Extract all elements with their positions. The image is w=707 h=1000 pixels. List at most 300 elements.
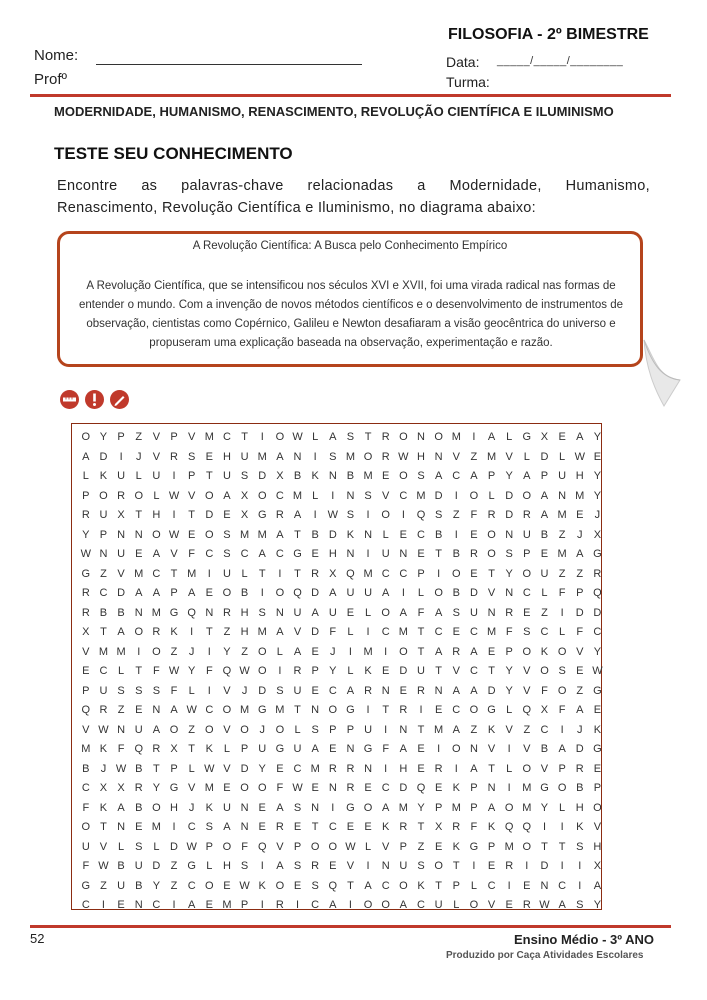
grid-cell[interactable]: W bbox=[239, 879, 250, 892]
grid-cell[interactable]: I bbox=[101, 899, 105, 911]
grid-cell[interactable]: P bbox=[117, 431, 125, 443]
grid-cell[interactable]: B bbox=[135, 801, 143, 814]
grid-cell[interactable]: O bbox=[469, 489, 479, 502]
grid-cell[interactable]: F bbox=[82, 801, 90, 814]
grid-cell[interactable]: A bbox=[576, 548, 584, 560]
grid-cell[interactable]: Z bbox=[558, 567, 566, 580]
grid-cell[interactable]: V bbox=[293, 626, 302, 638]
grid-cell[interactable]: Y bbox=[417, 801, 425, 814]
grid-cell[interactable]: L bbox=[276, 645, 283, 658]
grid-cell[interactable]: S bbox=[223, 548, 231, 560]
grid-cell[interactable]: A bbox=[470, 470, 478, 482]
grid-cell[interactable]: L bbox=[118, 665, 125, 677]
grid-cell[interactable]: C bbox=[275, 489, 284, 502]
grid-cell[interactable]: W bbox=[98, 860, 109, 872]
grid-cell[interactable]: Y bbox=[152, 879, 161, 892]
grid-cell[interactable]: V bbox=[382, 489, 390, 502]
grid-cell[interactable]: D bbox=[328, 528, 337, 541]
grid-cell[interactable]: K bbox=[99, 743, 108, 755]
grid-cell[interactable]: E bbox=[505, 899, 513, 911]
grid-cell[interactable]: Z bbox=[417, 840, 425, 853]
grid-cell[interactable]: G bbox=[487, 704, 496, 716]
grid-cell[interactable]: N bbox=[99, 548, 108, 560]
grid-cell[interactable]: O bbox=[557, 782, 567, 794]
grid-cell[interactable]: R bbox=[293, 665, 302, 677]
grid-cell[interactable]: L bbox=[153, 489, 160, 502]
grid-cell[interactable]: F bbox=[470, 821, 478, 833]
grid-cell[interactable]: G bbox=[346, 704, 355, 716]
grid-cell[interactable]: I bbox=[313, 509, 317, 521]
grid-cell[interactable]: E bbox=[311, 548, 319, 560]
grid-cell[interactable]: C bbox=[452, 470, 461, 482]
grid-cell[interactable]: K bbox=[417, 879, 425, 892]
grid-cell[interactable]: N bbox=[275, 606, 284, 619]
grid-cell[interactable]: O bbox=[469, 704, 479, 716]
grid-cell[interactable]: T bbox=[100, 626, 107, 638]
grid-cell[interactable]: L bbox=[417, 587, 425, 599]
grid-cell[interactable]: S bbox=[417, 860, 425, 872]
grid-cell[interactable]: E bbox=[258, 821, 266, 833]
grid-cell[interactable]: L bbox=[82, 470, 89, 482]
grid-cell[interactable]: K bbox=[311, 470, 319, 482]
grid-cell[interactable]: Z bbox=[558, 528, 566, 541]
grid-cell[interactable]: O bbox=[81, 431, 91, 443]
grid-cell[interactable]: M bbox=[522, 801, 532, 814]
grid-cell[interactable]: S bbox=[293, 860, 302, 872]
grid-cell[interactable]: O bbox=[522, 840, 532, 853]
grid-cell[interactable]: K bbox=[452, 840, 460, 853]
grid-cell[interactable]: C bbox=[399, 489, 408, 502]
grid-cell[interactable]: X bbox=[540, 431, 549, 443]
grid-cell[interactable]: S bbox=[452, 606, 460, 619]
grid-cell[interactable]: N bbox=[117, 821, 126, 833]
grid-cell[interactable]: C bbox=[152, 899, 161, 911]
grid-cell[interactable]: E bbox=[135, 548, 143, 560]
grid-cell[interactable]: C bbox=[328, 821, 337, 833]
grid-cell[interactable]: Y bbox=[540, 801, 549, 814]
grid-cell[interactable]: A bbox=[540, 489, 549, 502]
grid-cell[interactable]: A bbox=[152, 548, 161, 560]
grid-cell[interactable]: I bbox=[560, 723, 564, 736]
grid-cell[interactable]: S bbox=[346, 431, 355, 443]
grid-cell[interactable]: T bbox=[347, 879, 354, 892]
grid-cell[interactable]: H bbox=[240, 626, 249, 638]
grid-cell[interactable]: V bbox=[223, 723, 231, 736]
grid-cell[interactable]: I bbox=[525, 860, 529, 872]
grid-cell[interactable]: A bbox=[117, 801, 125, 814]
grid-cell[interactable]: V bbox=[117, 567, 125, 580]
grid-cell[interactable]: O bbox=[257, 665, 267, 677]
grid-cell[interactable]: N bbox=[240, 801, 249, 814]
grid-cell[interactable]: I bbox=[366, 860, 370, 872]
grid-cell[interactable]: O bbox=[152, 801, 161, 814]
grid-cell[interactable]: B bbox=[240, 587, 249, 599]
grid-cell[interactable]: L bbox=[506, 762, 513, 775]
grid-cell[interactable]: R bbox=[81, 587, 90, 599]
grid-cell[interactable]: V bbox=[505, 723, 513, 736]
grid-cell[interactable]: D bbox=[117, 587, 126, 599]
grid-cell[interactable]: T bbox=[364, 431, 372, 443]
grid-cell[interactable]: V bbox=[82, 645, 90, 658]
grid-cell[interactable]: P bbox=[240, 899, 249, 911]
grid-cell[interactable]: M bbox=[363, 567, 373, 580]
grid-cell[interactable]: A bbox=[523, 470, 531, 482]
grid-cell[interactable]: I bbox=[401, 509, 405, 521]
grid-cell[interactable]: O bbox=[557, 645, 567, 658]
grid-cell[interactable]: E bbox=[470, 528, 478, 541]
grid-cell[interactable]: E bbox=[452, 626, 460, 638]
grid-cell[interactable]: T bbox=[100, 821, 107, 833]
grid-cell[interactable]: I bbox=[190, 626, 194, 638]
grid-cell[interactable]: K bbox=[205, 743, 213, 755]
grid-cell[interactable]: P bbox=[82, 489, 90, 502]
grid-cell[interactable]: A bbox=[487, 431, 496, 443]
grid-cell[interactable]: Q bbox=[187, 606, 196, 619]
grid-cell[interactable]: W bbox=[398, 450, 409, 463]
grid-cell[interactable]: O bbox=[522, 489, 532, 502]
grid-cell[interactable]: O bbox=[222, 587, 232, 599]
grid-cell[interactable]: S bbox=[205, 821, 213, 833]
grid-cell[interactable]: I bbox=[507, 879, 511, 892]
grid-cell[interactable]: U bbox=[522, 528, 531, 541]
grid-cell[interactable]: S bbox=[364, 489, 372, 502]
grid-cell[interactable]: T bbox=[294, 528, 301, 541]
grid-cell[interactable]: R bbox=[434, 762, 443, 775]
grid-cell[interactable]: Z bbox=[223, 626, 231, 638]
grid-cell[interactable]: W bbox=[539, 899, 550, 911]
grid-cell[interactable]: W bbox=[345, 840, 356, 853]
grid-cell[interactable]: X bbox=[434, 821, 443, 833]
grid-cell[interactable]: S bbox=[505, 548, 513, 560]
grid-cell[interactable]: A bbox=[470, 684, 478, 697]
grid-cell[interactable]: O bbox=[363, 801, 373, 814]
grid-cell[interactable]: O bbox=[169, 723, 179, 736]
grid-cell[interactable]: M bbox=[575, 489, 585, 502]
grid-cell[interactable]: U bbox=[258, 743, 267, 755]
grid-cell[interactable]: A bbox=[399, 899, 408, 911]
grid-cell[interactable]: O bbox=[134, 489, 144, 502]
grid-cell[interactable]: T bbox=[258, 567, 266, 580]
grid-cell[interactable]: Z bbox=[576, 567, 584, 580]
grid-cell[interactable]: N bbox=[434, 684, 443, 697]
grid-cell[interactable]: H bbox=[222, 860, 231, 872]
word-search-grid[interactable] bbox=[71, 423, 602, 910]
grid-cell[interactable]: M bbox=[434, 723, 444, 736]
grid-cell[interactable]: U bbox=[222, 470, 231, 482]
grid-cell[interactable]: H bbox=[240, 606, 249, 619]
grid-cell[interactable]: E bbox=[293, 821, 302, 833]
grid-cell[interactable]: N bbox=[505, 528, 514, 541]
grid-cell[interactable]: T bbox=[294, 567, 301, 580]
grid-cell[interactable]: O bbox=[557, 684, 567, 697]
grid-cell[interactable]: V bbox=[346, 860, 355, 872]
grid-cell[interactable]: G bbox=[363, 743, 373, 755]
grid-cell[interactable]: D bbox=[505, 509, 514, 521]
grid-cell[interactable]: B bbox=[311, 528, 319, 541]
grid-cell[interactable]: R bbox=[81, 606, 90, 619]
grid-cell[interactable]: K bbox=[170, 626, 178, 638]
grid-cell[interactable]: L bbox=[223, 743, 230, 755]
grid-cell[interactable]: P bbox=[487, 470, 496, 482]
grid-cell[interactable]: O bbox=[434, 587, 443, 599]
grid-cell[interactable]: O bbox=[222, 704, 232, 716]
grid-cell[interactable]: D bbox=[258, 684, 267, 697]
grid-cell[interactable]: I bbox=[472, 431, 476, 443]
grid-cell[interactable]: S bbox=[311, 723, 319, 736]
grid-cell[interactable]: H bbox=[593, 840, 602, 853]
grid-cell[interactable]: O bbox=[205, 879, 214, 892]
grid-cell[interactable]: G bbox=[540, 782, 549, 794]
grid-cell[interactable]: N bbox=[293, 450, 302, 463]
grid-cell[interactable]: O bbox=[381, 899, 390, 911]
grid-cell[interactable]: V bbox=[452, 665, 460, 677]
grid-cell[interactable]: I bbox=[313, 450, 317, 463]
grid-cell[interactable]: L bbox=[559, 450, 566, 463]
grid-cell[interactable]: Y bbox=[593, 431, 602, 443]
grid-cell[interactable]: O bbox=[522, 567, 532, 580]
grid-cell[interactable]: G bbox=[593, 548, 602, 560]
grid-cell[interactable]: Y bbox=[223, 645, 231, 658]
grid-cell[interactable]: P bbox=[293, 840, 302, 853]
grid-cell[interactable]: I bbox=[437, 743, 441, 755]
grid-cell[interactable]: L bbox=[365, 606, 372, 619]
grid-cell[interactable]: S bbox=[434, 509, 443, 521]
grid-cell[interactable]: K bbox=[99, 801, 108, 814]
grid-cell[interactable]: O bbox=[451, 743, 461, 755]
grid-cell[interactable]: N bbox=[381, 684, 390, 697]
grid-cell[interactable]: K bbox=[593, 723, 602, 736]
grid-cell[interactable]: I bbox=[172, 899, 176, 911]
grid-cell[interactable]: N bbox=[134, 606, 143, 619]
grid-cell[interactable]: Y bbox=[593, 470, 602, 482]
grid-cell[interactable]: E bbox=[576, 665, 584, 677]
grid-cell[interactable]: U bbox=[134, 860, 143, 872]
grid-cell[interactable]: B bbox=[540, 743, 549, 755]
grid-cell[interactable]: Y bbox=[593, 899, 602, 911]
grid-cell[interactable]: F bbox=[541, 684, 548, 697]
grid-cell[interactable]: P bbox=[170, 431, 178, 443]
grid-cell[interactable]: R bbox=[469, 548, 478, 560]
grid-cell[interactable]: B bbox=[99, 606, 108, 619]
grid-cell[interactable]: E bbox=[293, 879, 302, 892]
grid-cell[interactable]: R bbox=[522, 899, 531, 911]
grid-cell[interactable]: E bbox=[417, 743, 425, 755]
grid-cell[interactable]: E bbox=[187, 528, 196, 541]
grid-cell[interactable]: C bbox=[540, 626, 549, 638]
grid-cell[interactable]: O bbox=[399, 431, 408, 443]
grid-cell[interactable]: M bbox=[240, 528, 250, 541]
grid-cell[interactable]: N bbox=[540, 879, 549, 892]
grid-cell[interactable]: G bbox=[469, 840, 479, 853]
grid-cell[interactable]: U bbox=[328, 606, 337, 619]
grid-cell[interactable]: U bbox=[240, 450, 249, 463]
grid-cell[interactable]: A bbox=[152, 587, 161, 599]
grid-cell[interactable]: R bbox=[152, 626, 161, 638]
grid-cell[interactable]: R bbox=[117, 489, 126, 502]
grid-cell[interactable]: Z bbox=[170, 879, 178, 892]
grid-cell[interactable]: T bbox=[417, 821, 425, 833]
grid-cell[interactable]: I bbox=[348, 645, 352, 658]
grid-cell[interactable]: J bbox=[100, 762, 107, 775]
grid-cell[interactable]: R bbox=[170, 450, 178, 463]
grid-cell[interactable]: C bbox=[381, 626, 390, 638]
grid-cell[interactable]: M bbox=[204, 782, 214, 794]
grid-cell[interactable]: P bbox=[487, 840, 496, 853]
grid-cell[interactable]: J bbox=[188, 801, 195, 814]
grid-cell[interactable]: R bbox=[505, 860, 514, 872]
grid-cell[interactable]: U bbox=[364, 587, 373, 599]
grid-cell[interactable]: Y bbox=[258, 762, 266, 775]
grid-cell[interactable]: C bbox=[222, 431, 231, 443]
grid-cell[interactable]: T bbox=[135, 665, 143, 677]
grid-cell[interactable]: P bbox=[417, 567, 425, 580]
grid-cell[interactable]: X bbox=[117, 509, 125, 521]
grid-cell[interactable]: A bbox=[223, 821, 231, 833]
grid-cell[interactable]: C bbox=[381, 782, 390, 794]
grid-cell[interactable]: O bbox=[381, 606, 390, 619]
grid-cell[interactable]: G bbox=[187, 860, 196, 872]
grid-cell[interactable]: E bbox=[364, 821, 372, 833]
grid-cell[interactable]: M bbox=[486, 626, 497, 638]
grid-cell[interactable]: I bbox=[560, 860, 564, 872]
grid-cell[interactable]: O bbox=[257, 489, 267, 502]
grid-cell[interactable]: Y bbox=[593, 645, 602, 658]
grid-cell[interactable]: E bbox=[311, 645, 319, 658]
grid-cell[interactable]: A bbox=[187, 587, 196, 599]
grid-cell[interactable]: G bbox=[293, 548, 302, 560]
grid-cell[interactable]: A bbox=[329, 899, 337, 911]
grid-cell[interactable]: M bbox=[504, 840, 514, 853]
grid-cell[interactable]: R bbox=[275, 821, 284, 833]
name-blank-line[interactable] bbox=[96, 64, 362, 65]
grid-cell[interactable]: A bbox=[276, 528, 284, 541]
grid-cell[interactable]: A bbox=[187, 899, 196, 911]
grid-cell[interactable]: T bbox=[488, 762, 495, 775]
grid-cell[interactable]: A bbox=[487, 801, 496, 814]
grid-cell[interactable]: G bbox=[257, 704, 267, 716]
grid-cell[interactable]: S bbox=[346, 509, 355, 521]
grid-cell[interactable]: T bbox=[417, 723, 425, 736]
grid-cell[interactable]: A bbox=[576, 431, 584, 443]
grid-cell[interactable]: Z bbox=[452, 509, 460, 521]
grid-cell[interactable]: T bbox=[452, 860, 460, 872]
grid-cell[interactable]: I bbox=[560, 606, 564, 619]
grid-cell[interactable]: P bbox=[311, 665, 319, 677]
grid-cell[interactable]: C bbox=[328, 684, 337, 697]
grid-cell[interactable]: E bbox=[82, 665, 90, 677]
grid-cell[interactable]: E bbox=[540, 548, 549, 560]
grid-cell[interactable]: K bbox=[346, 528, 355, 541]
grid-cell[interactable]: O bbox=[522, 762, 532, 775]
grid-cell[interactable]: B bbox=[434, 528, 443, 541]
grid-cell[interactable]: C bbox=[593, 626, 602, 638]
grid-cell[interactable]: S bbox=[117, 684, 125, 697]
grid-cell[interactable]: E bbox=[311, 782, 319, 794]
grid-cell[interactable]: T bbox=[541, 840, 548, 853]
grid-cell[interactable]: C bbox=[293, 762, 302, 775]
grid-cell[interactable]: X bbox=[240, 509, 249, 521]
grid-cell[interactable]: V bbox=[223, 684, 231, 697]
grid-cell[interactable]: G bbox=[169, 606, 179, 619]
grid-cell[interactable]: C bbox=[99, 587, 108, 599]
grid-cell[interactable]: A bbox=[311, 606, 319, 619]
grid-cell[interactable]: L bbox=[118, 840, 125, 853]
grid-cell[interactable]: E bbox=[382, 665, 390, 677]
grid-cell[interactable]: O bbox=[275, 879, 285, 892]
grid-cell[interactable]: R bbox=[99, 704, 108, 716]
grid-cell[interactable]: S bbox=[187, 450, 196, 463]
grid-cell[interactable]: S bbox=[311, 879, 319, 892]
grid-cell[interactable]: M bbox=[451, 801, 461, 814]
grid-cell[interactable]: W bbox=[168, 665, 180, 677]
grid-cell[interactable]: I bbox=[366, 548, 370, 560]
grid-cell[interactable]: I bbox=[278, 567, 282, 580]
grid-cell[interactable]: M bbox=[98, 645, 109, 658]
grid-cell[interactable]: S bbox=[258, 606, 266, 619]
grid-cell[interactable]: O bbox=[328, 840, 338, 853]
grid-cell[interactable]: E bbox=[523, 879, 531, 892]
grid-cell[interactable]: V bbox=[487, 899, 496, 911]
grid-cell[interactable]: W bbox=[186, 704, 197, 716]
grid-cell[interactable]: M bbox=[486, 450, 497, 463]
grid-cell[interactable]: U bbox=[417, 665, 425, 677]
grid-cell[interactable]: I bbox=[260, 860, 264, 872]
grid-cell[interactable]: Y bbox=[593, 489, 602, 502]
grid-cell[interactable]: Z bbox=[470, 723, 478, 736]
grid-cell[interactable]: O bbox=[205, 489, 214, 502]
grid-cell[interactable]: E bbox=[223, 509, 231, 521]
grid-cell[interactable]: I bbox=[578, 860, 582, 872]
grid-cell[interactable]: I bbox=[331, 489, 335, 502]
grid-cell[interactable]: E bbox=[205, 450, 213, 463]
grid-cell[interactable]: E bbox=[434, 840, 443, 853]
grid-cell[interactable]: F bbox=[82, 860, 90, 872]
grid-cell[interactable]: C bbox=[187, 821, 196, 833]
grid-cell[interactable]: Q bbox=[222, 665, 232, 677]
grid-cell[interactable]: R bbox=[346, 762, 355, 775]
grid-cell[interactable]: M bbox=[81, 743, 91, 755]
grid-cell[interactable]: E bbox=[417, 762, 425, 775]
grid-cell[interactable]: Y bbox=[82, 528, 90, 541]
grid-cell[interactable]: R bbox=[399, 704, 408, 716]
grid-cell[interactable]: R bbox=[452, 645, 461, 658]
grid-cell[interactable]: F bbox=[505, 626, 513, 638]
grid-cell[interactable]: U bbox=[381, 548, 390, 560]
grid-cell[interactable]: A bbox=[364, 879, 372, 892]
grid-cell[interactable]: S bbox=[276, 684, 284, 697]
grid-cell[interactable]: A bbox=[558, 743, 566, 755]
grid-cell[interactable]: D bbox=[505, 489, 514, 502]
grid-cell[interactable]: I bbox=[542, 821, 546, 833]
grid-cell[interactable]: V bbox=[187, 489, 196, 502]
grid-cell[interactable]: R bbox=[381, 431, 390, 443]
grid-cell[interactable]: W bbox=[327, 509, 338, 521]
grid-cell[interactable]: Z bbox=[117, 704, 125, 716]
grid-cell[interactable]: B bbox=[135, 762, 143, 775]
grid-cell[interactable]: N bbox=[399, 723, 408, 736]
grid-cell[interactable]: B bbox=[540, 528, 549, 541]
grid-cell[interactable]: N bbox=[328, 782, 337, 794]
grid-cell[interactable]: V bbox=[487, 743, 496, 755]
grid-cell[interactable]: C bbox=[540, 723, 549, 736]
grid-cell[interactable]: P bbox=[523, 548, 531, 560]
grid-cell[interactable]: S bbox=[523, 626, 531, 638]
grid-cell[interactable]: J bbox=[594, 509, 601, 521]
grid-cell[interactable]: V bbox=[523, 743, 531, 755]
grid-cell[interactable]: U bbox=[434, 899, 443, 911]
grid-cell[interactable]: C bbox=[381, 567, 390, 580]
grid-cell[interactable]: O bbox=[205, 723, 214, 736]
